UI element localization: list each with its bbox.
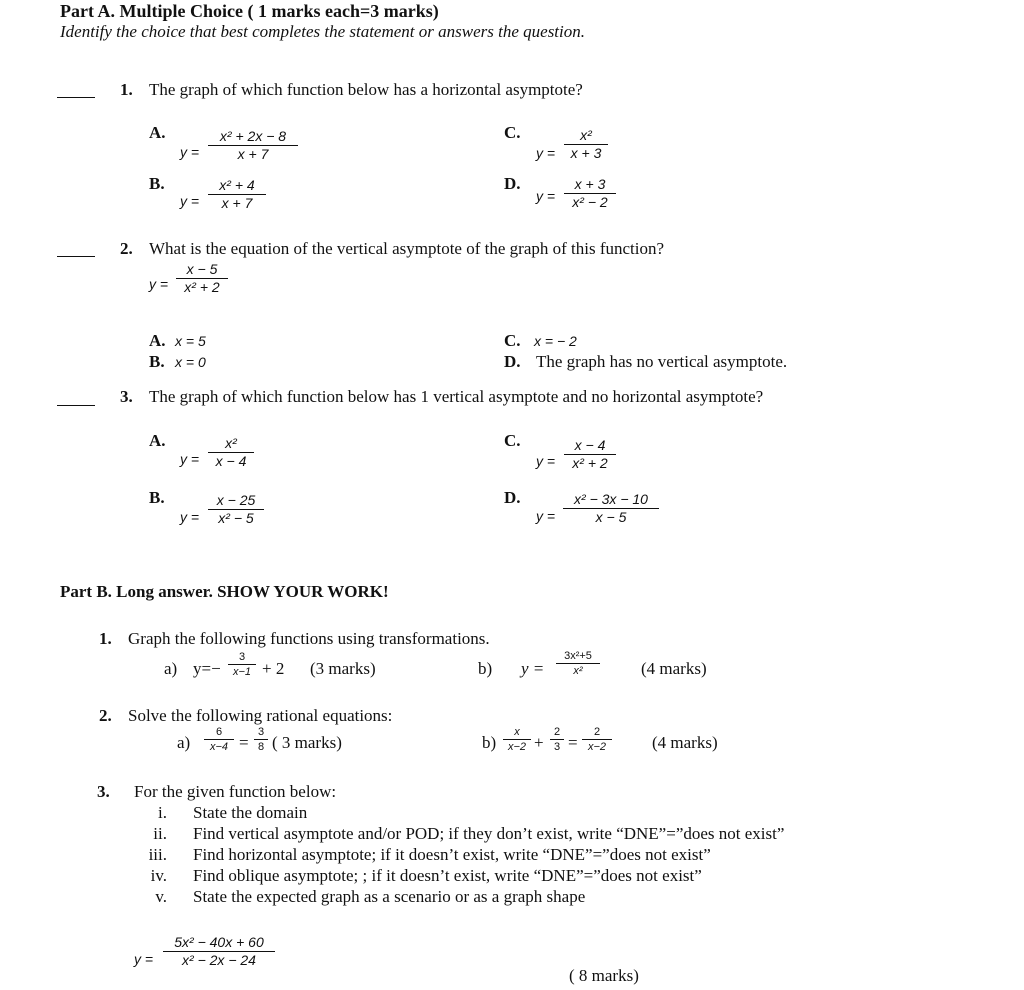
- b2-b-equals: =: [568, 733, 578, 752]
- denominator: x² + 2: [184, 279, 220, 296]
- numerator: x² + 2x − 8: [219, 128, 287, 144]
- b2-a-frac-left: [204, 726, 234, 753]
- b3-item-num: ii.: [153, 824, 167, 843]
- q2-number: 2.: [120, 239, 133, 258]
- q1-option-d-fraction: [564, 177, 616, 211]
- b1-a-label: a): [164, 659, 178, 678]
- b2-a-frac-right: [254, 726, 268, 753]
- q3-option-c-y: y =: [536, 453, 556, 469]
- denominator: x² − 2x − 24: [182, 952, 256, 969]
- b1-b-fraction: [556, 650, 600, 677]
- b2-b-frac-3: [582, 726, 612, 753]
- b1-a-marks: (3 marks): [310, 659, 376, 678]
- b3-item-num: i.: [158, 803, 167, 822]
- numerator: 6: [215, 726, 223, 738]
- b2-b-frac-1: [503, 726, 531, 753]
- b3-item-text: Find vertical asymptote and/or POD; if they don’t exist, write “DNE”=”does not exist”: [193, 824, 785, 843]
- b3-item-num: iv.: [150, 866, 167, 885]
- b1-b-marks: (4 marks): [641, 659, 707, 678]
- numerator: x + 3: [574, 176, 606, 192]
- q1-text: The graph of which function below has a horizontal asymptote?: [149, 80, 583, 99]
- b1-text: Graph the following functions using transformations.: [128, 629, 490, 648]
- denominator: x² + 2: [572, 455, 608, 472]
- part-a-instructions: Identify the choice that best completes the statement or answers the question.: [60, 22, 585, 41]
- denominator: x−4: [209, 741, 229, 754]
- b3-fn-y: y =: [134, 951, 154, 967]
- answer-blank-q2[interactable]: [57, 256, 95, 257]
- q3-option-a-label: A.: [149, 431, 166, 450]
- q2-option-b-text: x = 0: [175, 354, 206, 370]
- q2-option-c-label: C.: [504, 331, 521, 350]
- denominator: x − 5: [595, 509, 627, 526]
- numerator: 2: [553, 726, 561, 738]
- numerator: x²: [225, 435, 237, 451]
- b2-text: Solve the following rational equations:: [128, 706, 393, 725]
- denominator: x−1: [232, 666, 252, 679]
- q3-option-b-label: B.: [149, 488, 165, 507]
- denominator: x−2: [507, 741, 527, 754]
- q3-option-b-fraction: [208, 493, 264, 527]
- q2-option-d-label: D.: [504, 352, 521, 371]
- b3-item-text: State the domain: [193, 803, 308, 822]
- b3-item-text: Find horizontal asymptote; if it doesn’t exist, write “DNE”=”does not exist”: [193, 845, 711, 864]
- q2-option-a-label: A.: [149, 331, 166, 350]
- q1-option-a-label: A.: [149, 123, 166, 142]
- q3-option-d-y: y =: [536, 508, 556, 524]
- numerator: 3: [257, 726, 265, 738]
- numerator: 3: [238, 651, 246, 663]
- b1-a-fraction: [228, 651, 256, 678]
- b3-item-num: iii.: [148, 845, 167, 864]
- q3-option-d-fraction: [563, 492, 659, 526]
- q3-option-c-label: C.: [504, 431, 521, 450]
- numerator: 3x²+5: [564, 650, 592, 662]
- part-b-title: Part B. Long answer. SHOW YOUR WORK!: [60, 582, 389, 601]
- b3-marks: ( 8 marks): [569, 966, 639, 985]
- b2-b-plus: +: [534, 733, 544, 752]
- q1-option-c-fraction: [564, 128, 608, 162]
- b3-text: For the given function below:: [134, 782, 337, 801]
- q1-option-b-y: y =: [180, 193, 200, 209]
- q1-option-a-y: y =: [180, 144, 200, 160]
- b2-b-marks: (4 marks): [652, 733, 718, 752]
- numerator: x²: [580, 127, 592, 143]
- q2-text: What is the equation of the vertical asymptote of the graph of this function?: [149, 239, 665, 258]
- q3-option-a-y: y =: [180, 451, 200, 467]
- numerator: x² + 4: [219, 177, 255, 193]
- denominator: x + 3: [570, 145, 602, 162]
- numerator: x − 5: [186, 261, 218, 277]
- answer-blank-q1[interactable]: [57, 97, 95, 98]
- numerator: x − 25: [216, 492, 256, 508]
- b3-item-text: Find oblique asymptote; ; if it doesn’t exist, write “DNE”=”does not exist”: [193, 866, 702, 885]
- numerator: x² − 3x − 10: [574, 491, 648, 507]
- denominator: x² − 5: [218, 510, 254, 527]
- b2-number: 2.: [99, 706, 112, 725]
- q3-number: 3.: [120, 387, 133, 406]
- q2-option-d-text: The graph has no vertical asymptote.: [536, 352, 788, 371]
- denominator: x + 7: [237, 146, 269, 163]
- b1-b-prefix: y =: [521, 659, 545, 678]
- b2-a-marks: ( 3 marks): [272, 733, 342, 752]
- b3-fn-fraction: [163, 935, 275, 969]
- b2-b-frac-2: [550, 726, 564, 753]
- denominator: x − 4: [215, 453, 247, 470]
- part-a-title: Part A. Multiple Choice ( 1 marks each=3 marks): [60, 1, 439, 21]
- b1-number: 1.: [99, 629, 112, 648]
- denominator: x + 7: [221, 195, 253, 212]
- q1-number: 1.: [120, 80, 133, 99]
- q2-fn-y: y =: [149, 276, 169, 292]
- q3-option-b-y: y =: [180, 509, 200, 525]
- q1-option-a-fraction: [208, 129, 298, 163]
- q1-option-b-label: B.: [149, 174, 165, 193]
- denominator: x²: [573, 665, 583, 678]
- b1-b-label: b): [478, 659, 493, 678]
- denominator: 3: [553, 741, 561, 754]
- numerator: x: [514, 726, 520, 738]
- denominator: x−2: [587, 741, 607, 754]
- q3-option-c-fraction: [564, 438, 616, 472]
- q3-option-d-label: D.: [504, 488, 521, 507]
- b1-a-prefix: y=−: [193, 659, 221, 678]
- q1-option-d-label: D.: [504, 174, 521, 193]
- q2-option-a-text: x = 5: [175, 333, 206, 349]
- b3-item-text: State the expected graph as a scenario or as a graph shape: [193, 887, 586, 906]
- q1-option-b-fraction: [208, 178, 266, 212]
- numerator: 5x² − 40x + 60: [174, 934, 264, 950]
- b1-a-suffix: + 2: [262, 659, 285, 678]
- q1-option-c-y: y =: [536, 145, 556, 161]
- q1-option-d-y: y =: [536, 188, 556, 204]
- b2-a-label: a): [177, 733, 191, 752]
- q2-option-c-text: x = − 2: [534, 333, 577, 349]
- q2-option-b-label: B.: [149, 352, 165, 371]
- answer-blank-q3[interactable]: [57, 405, 95, 406]
- q2-fn-fraction: [176, 262, 228, 296]
- b2-a-equals: =: [239, 733, 249, 752]
- b3-item-num: v.: [155, 887, 167, 906]
- numerator: 2: [593, 726, 601, 738]
- b3-number: 3.: [97, 782, 110, 801]
- q1-option-c-label: C.: [504, 123, 521, 142]
- q3-text: The graph of which function below has 1 vertical asymptote and no horizontal asymptote?: [149, 387, 764, 406]
- denominator: 8: [257, 741, 265, 754]
- q3-option-a-fraction: [208, 436, 254, 470]
- b2-b-label: b): [482, 733, 497, 752]
- denominator: x² − 2: [572, 194, 608, 211]
- numerator: x − 4: [574, 437, 606, 453]
